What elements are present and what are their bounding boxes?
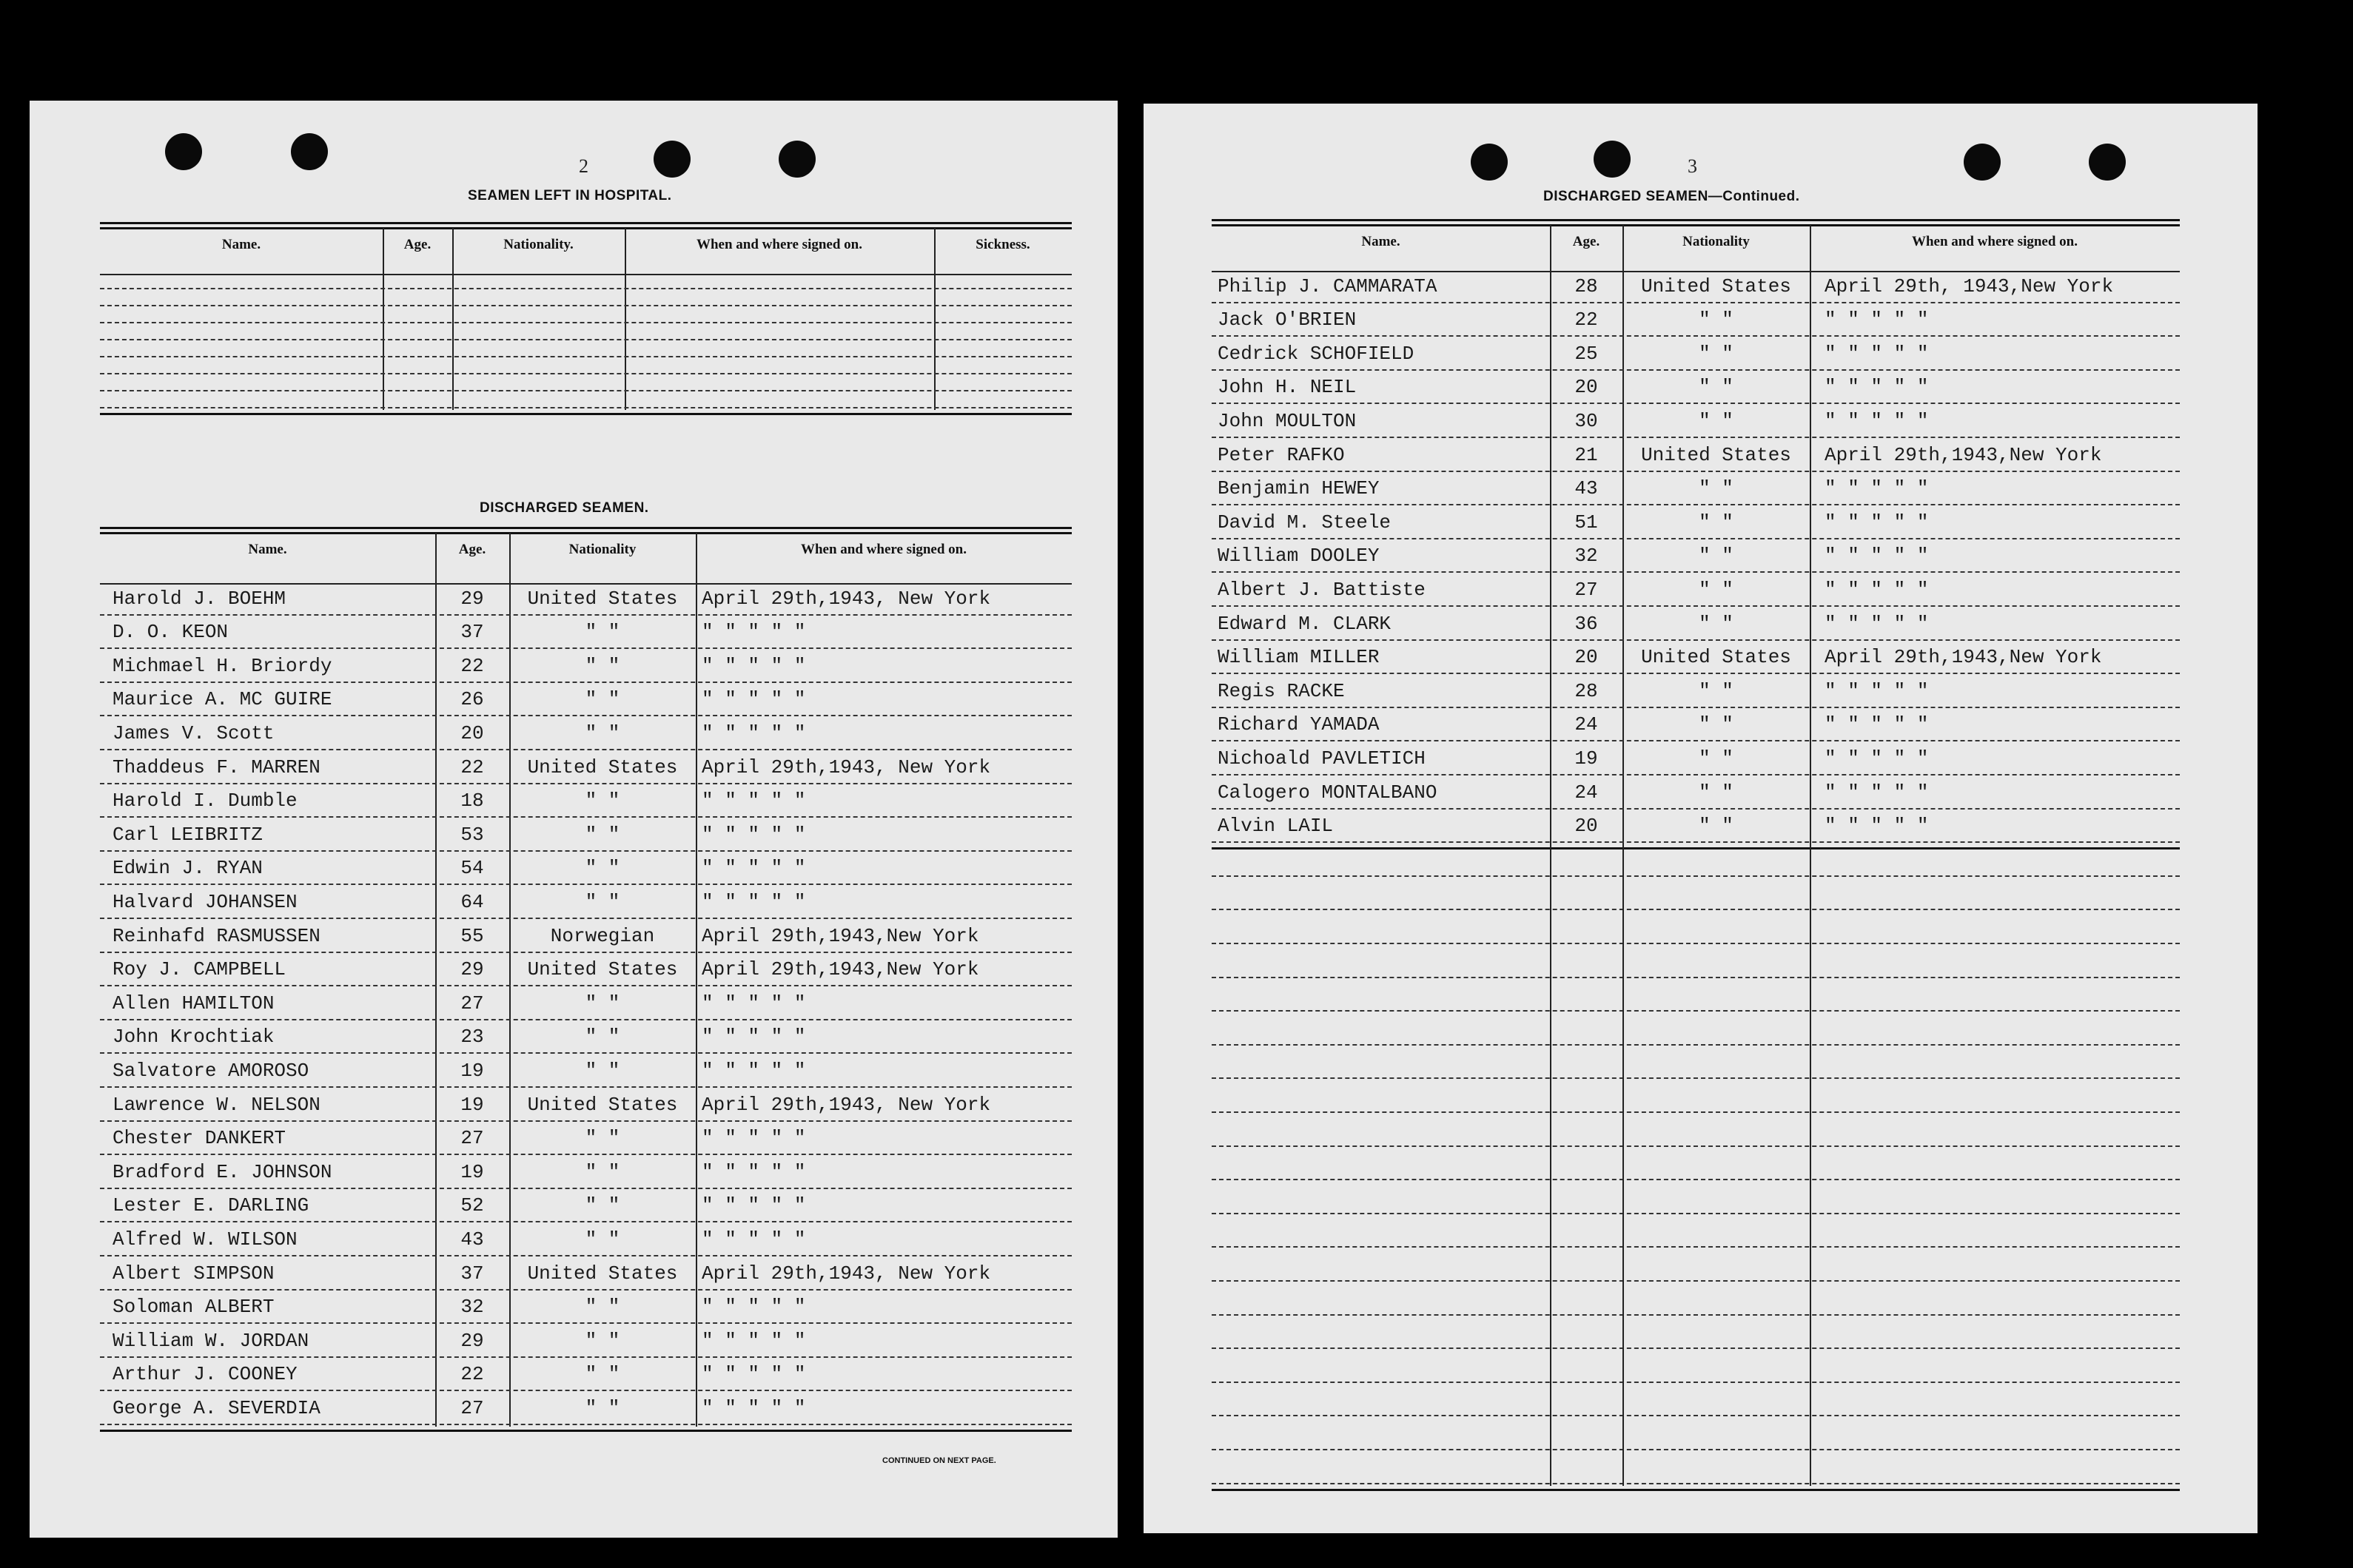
seaman-age: 32 <box>1574 545 1598 568</box>
row-rule <box>1212 403 2180 404</box>
column-header: When and where signed on. <box>696 237 862 252</box>
column-header: Age. <box>1572 234 1600 249</box>
column-header: Name. <box>248 542 287 557</box>
signed-on: " " " " " <box>702 1060 806 1082</box>
row-rule <box>1212 1077 2180 1079</box>
signed-on: " " " " " <box>1825 309 1929 332</box>
table-rule-top <box>1212 224 2180 226</box>
column-header: Age. <box>403 237 432 252</box>
seaman-age: 22 <box>460 756 484 778</box>
seaman-name: Albert J. Battiste <box>1218 579 1426 601</box>
row-rule <box>100 390 1072 391</box>
row-rule <box>1212 909 2180 910</box>
continued-title: DISCHARGED SEAMEN—Continued. <box>1543 189 1800 204</box>
row-rule <box>1212 639 2180 641</box>
page-number: 2 <box>579 155 588 177</box>
row-rule <box>1212 1314 2180 1316</box>
signed-on: " " " " " <box>702 1329 806 1352</box>
row-rule <box>100 1356 1072 1358</box>
seaman-name: Albert SIMPSON <box>113 1262 275 1285</box>
row-rule <box>1212 673 2180 674</box>
signed-on: " " " " " <box>702 1363 806 1386</box>
seaman-nationality: United States <box>527 1093 678 1116</box>
row-rule <box>1212 538 2180 539</box>
seaman-name: Benjamin HEWEY <box>1218 477 1380 500</box>
row-rule <box>100 407 1072 408</box>
seaman-name: Maurice A. MC GUIRE <box>113 688 332 711</box>
column-divider <box>1550 844 1551 1485</box>
signed-on: " " " " " <box>702 891 806 913</box>
column-divider <box>696 533 697 1427</box>
column-divider <box>452 228 454 410</box>
signed-on: " " " " " <box>1825 511 1929 534</box>
seaman-name: Carl LEIBRITZ <box>113 823 263 846</box>
column-header: Age. <box>458 542 486 557</box>
header-rule <box>1212 271 2180 272</box>
row-rule <box>1212 875 2180 877</box>
row-rule <box>1212 808 2180 810</box>
signed-on: " " " " " <box>702 621 806 644</box>
seaman-nationality: " " <box>1699 376 1733 399</box>
right-page <box>1144 104 2258 1533</box>
seaman-name: Halvard JOHANSEN <box>113 891 298 913</box>
seaman-name: John MOULTON <box>1218 410 1357 432</box>
signed-on: " " " " " <box>1825 545 1929 568</box>
punch-hole <box>1594 141 1631 178</box>
row-rule <box>100 322 1072 323</box>
header-rule <box>100 583 1072 585</box>
seaman-nationality: " " <box>585 1329 620 1352</box>
seaman-age: 53 <box>460 823 484 846</box>
row-rule <box>100 1390 1072 1391</box>
seaman-nationality: " " <box>585 1296 620 1319</box>
hospital-title: SEAMEN LEFT IN HOSPITAL. <box>468 188 672 203</box>
seaman-name: William MILLER <box>1218 646 1380 669</box>
column-header: Nationality <box>568 542 637 557</box>
seaman-nationality: " " <box>1699 781 1733 804</box>
row-rule <box>1212 740 2180 741</box>
seaman-nationality: " " <box>585 654 620 677</box>
seaman-name: Reinhafd RASMUSSEN <box>113 924 320 947</box>
seaman-age: 52 <box>460 1194 484 1217</box>
column-divider <box>383 228 384 410</box>
seaman-nationality: " " <box>585 823 620 846</box>
column-divider <box>1622 844 1624 1485</box>
seaman-nationality: United States <box>1641 275 1791 297</box>
seaman-name: David M. Steele <box>1218 511 1392 534</box>
row-rule <box>1212 1145 2180 1147</box>
signed-on: April 29th,1943, New York <box>702 1093 991 1116</box>
signed-on: April 29th,1943,New York <box>702 958 979 981</box>
seaman-name: William DOOLEY <box>1218 545 1380 568</box>
row-rule <box>100 1221 1072 1222</box>
seaman-name: William W. JORDAN <box>113 1329 309 1352</box>
column-divider <box>1810 225 1811 844</box>
seaman-name: Peter RAFKO <box>1218 443 1345 466</box>
seaman-age: 36 <box>1574 612 1598 635</box>
seaman-nationality: " " <box>1699 545 1733 568</box>
seaman-age: 51 <box>1574 511 1598 534</box>
row-rule <box>100 614 1072 616</box>
row-rule <box>100 783 1072 784</box>
row-rule <box>100 918 1072 919</box>
row-rule <box>1212 302 2180 303</box>
signed-on: " " " " " <box>1825 342 1929 365</box>
seaman-name: Michmael H. Briordy <box>113 654 332 677</box>
signed-on: " " " " " <box>1825 376 1929 399</box>
column-header: Sickness. <box>976 237 1030 252</box>
row-rule <box>1212 841 2180 843</box>
row-rule <box>100 339 1072 340</box>
seaman-age: 18 <box>460 790 484 812</box>
signed-on: " " " " " <box>702 1026 806 1049</box>
seaman-name: Bradford E. JOHNSON <box>113 1160 332 1183</box>
seaman-name: Lawrence W. NELSON <box>113 1093 320 1116</box>
punch-hole <box>779 141 816 178</box>
row-rule <box>100 715 1072 716</box>
signed-on: " " " " " <box>702 992 806 1015</box>
signed-on: " " " " " <box>702 857 806 880</box>
seaman-nationality: " " <box>1699 410 1733 432</box>
row-rule <box>1212 504 2180 505</box>
signed-on: " " " " " <box>1825 679 1929 702</box>
discharged-title: DISCHARGED SEAMEN. <box>480 500 649 516</box>
seaman-nationality: " " <box>1699 477 1733 500</box>
seaman-nationality: " " <box>585 1194 620 1217</box>
seaman-nationality: " " <box>1699 713 1733 736</box>
column-header: Nationality. <box>503 237 574 252</box>
seaman-nationality: " " <box>585 1363 620 1386</box>
seaman-age: 55 <box>460 924 484 947</box>
seaman-name: James V. Scott <box>113 722 275 744</box>
seaman-age: 43 <box>1574 477 1598 500</box>
page-number: 3 <box>1688 155 1697 177</box>
signed-on: April 29th,1943, New York <box>702 1262 991 1285</box>
seaman-nationality: " " <box>585 621 620 644</box>
seaman-name: Chester DANKERT <box>113 1127 286 1150</box>
signed-on: " " " " " <box>1825 713 1929 736</box>
header-rule <box>100 274 1072 275</box>
seaman-nationality: United States <box>1641 646 1791 669</box>
seaman-age: 28 <box>1574 275 1598 297</box>
seaman-age: 24 <box>1574 713 1598 736</box>
row-rule <box>100 305 1072 306</box>
seaman-nationality: Norwegian <box>550 924 655 947</box>
punch-hole <box>654 141 691 178</box>
seaman-name: Soloman ALBERT <box>113 1296 275 1319</box>
seaman-name: Roy J. CAMPBELL <box>113 958 286 981</box>
punch-hole <box>165 133 202 170</box>
seaman-name: Richard YAMADA <box>1218 713 1380 736</box>
signed-on: " " " " " <box>702 688 806 711</box>
seaman-age: 27 <box>460 1127 484 1150</box>
column-divider <box>934 228 936 410</box>
seaman-nationality: United States <box>527 958 678 981</box>
row-rule <box>1212 1382 2180 1383</box>
seaman-age: 22 <box>460 1363 484 1386</box>
signed-on: " " " " " <box>1825 781 1929 804</box>
seaman-name: Jack O'BRIEN <box>1218 309 1357 332</box>
seaman-name: Salvatore AMOROSO <box>113 1060 309 1082</box>
row-rule <box>1212 1415 2180 1416</box>
row-rule <box>100 1019 1072 1020</box>
seaman-nationality: " " <box>1699 679 1733 702</box>
row-rule <box>1212 437 2180 438</box>
row-rule <box>1212 369 2180 371</box>
signed-on: " " " " " <box>702 823 806 846</box>
seaman-age: 43 <box>460 1228 484 1251</box>
row-rule <box>100 1424 1072 1425</box>
signed-on: " " " " " <box>702 1194 806 1217</box>
seaman-nationality: " " <box>585 1160 620 1183</box>
table-rule-top <box>100 527 1072 529</box>
signed-on: " " " " " <box>702 722 806 744</box>
seaman-age: 22 <box>460 654 484 677</box>
seaman-age: 29 <box>460 958 484 981</box>
column-header: Name. <box>221 237 261 252</box>
row-rule <box>100 1188 1072 1189</box>
signed-on: " " " " " <box>1825 612 1929 635</box>
seaman-name: Philip J. CAMMARATA <box>1218 275 1437 297</box>
seaman-age: 20 <box>460 722 484 744</box>
row-rule <box>1212 605 2180 607</box>
seaman-name: Regis RACKE <box>1218 679 1345 702</box>
seaman-age: 27 <box>460 1397 484 1419</box>
seaman-name: Allen HAMILTON <box>113 992 275 1015</box>
seaman-nationality: " " <box>585 1026 620 1049</box>
seaman-age: 37 <box>460 621 484 644</box>
row-rule <box>1212 1246 2180 1248</box>
seaman-age: 20 <box>1574 646 1598 669</box>
row-rule <box>100 850 1072 852</box>
table-rule-top <box>100 227 1072 229</box>
row-rule <box>100 1154 1072 1155</box>
seaman-nationality: " " <box>1699 815 1733 838</box>
row-rule <box>1212 1449 2180 1450</box>
seaman-nationality: " " <box>585 857 620 880</box>
seaman-age: 20 <box>1574 815 1598 838</box>
seaman-name: Alvin LAIL <box>1218 815 1334 838</box>
table-rule-top <box>100 532 1072 534</box>
seaman-age: 27 <box>1574 579 1598 601</box>
seaman-name: Edward M. CLARK <box>1218 612 1392 635</box>
seaman-nationality: " " <box>585 1127 620 1150</box>
seaman-name: George A. SEVERDIA <box>113 1397 320 1419</box>
signed-on: " " " " " <box>1825 815 1929 838</box>
seaman-name: Alfred W. WILSON <box>113 1228 298 1251</box>
signed-on: " " " " " <box>702 1397 806 1419</box>
seaman-nationality: " " <box>1699 342 1733 365</box>
row-rule <box>1212 707 2180 708</box>
row-rule <box>1212 1179 2180 1180</box>
punch-hole <box>2089 144 2126 181</box>
column-header: When and where signed on. <box>800 542 967 557</box>
seaman-age: 19 <box>460 1060 484 1082</box>
seaman-age: 19 <box>460 1093 484 1116</box>
row-rule <box>100 952 1072 953</box>
row-rule <box>1212 1111 2180 1113</box>
seaman-age: 30 <box>1574 410 1598 432</box>
seaman-name: Arthur J. COONEY <box>113 1363 298 1386</box>
seaman-nationality: " " <box>1699 747 1733 770</box>
seaman-age: 32 <box>460 1296 484 1319</box>
row-rule <box>100 749 1072 750</box>
punch-hole <box>1471 144 1508 181</box>
seaman-nationality: " " <box>585 722 620 744</box>
table-rule-bottom <box>100 1430 1072 1432</box>
seaman-age: 54 <box>460 857 484 880</box>
row-rule <box>100 356 1072 357</box>
seaman-age: 29 <box>460 1329 484 1352</box>
row-rule <box>100 816 1072 818</box>
row-rule <box>100 1052 1072 1054</box>
signed-on: " " " " " <box>702 654 806 677</box>
seaman-name: Edwin J. RYAN <box>113 857 263 880</box>
signed-on: " " " " " <box>1825 579 1929 601</box>
seaman-age: 20 <box>1574 376 1598 399</box>
seaman-nationality: " " <box>1699 511 1733 534</box>
row-rule <box>100 1289 1072 1291</box>
row-rule <box>1212 1044 2180 1046</box>
row-rule <box>1212 1280 2180 1282</box>
table-rule-bottom <box>1212 1489 2180 1491</box>
row-rule <box>100 1255 1072 1256</box>
seaman-name: John H. NEIL <box>1218 376 1357 399</box>
seaman-nationality: " " <box>1699 579 1733 601</box>
row-rule <box>100 1120 1072 1122</box>
seaman-name: Harold I. Dumble <box>113 790 298 812</box>
seaman-age: 19 <box>1574 747 1598 770</box>
table-rule-top <box>100 222 1072 224</box>
seaman-nationality: " " <box>585 1228 620 1251</box>
seaman-age: 37 <box>460 1262 484 1285</box>
seaman-age: 25 <box>1574 342 1598 365</box>
row-rule <box>100 884 1072 885</box>
row-rule <box>100 1322 1072 1324</box>
seaman-nationality: United States <box>527 587 678 610</box>
row-rule <box>1212 1483 2180 1484</box>
left-page <box>30 101 1118 1538</box>
seaman-name: Lester E. DARLING <box>113 1194 309 1217</box>
seaman-name: D. O. KEON <box>113 621 229 644</box>
seaman-nationality: " " <box>1699 309 1733 332</box>
row-rule <box>1212 335 2180 337</box>
column-header: Name. <box>1361 234 1400 249</box>
punch-hole <box>291 133 328 170</box>
signed-on: " " " " " <box>702 1296 806 1319</box>
seaman-name: Thaddeus F. MARREN <box>113 756 320 778</box>
row-rule <box>100 288 1072 289</box>
signed-on: " " " " " <box>1825 410 1929 432</box>
seaman-age: 19 <box>460 1160 484 1183</box>
seaman-age: 28 <box>1574 679 1598 702</box>
seaman-nationality: United States <box>1641 443 1791 466</box>
seaman-name: Nichoald PAVLETICH <box>1218 747 1426 770</box>
seaman-nationality: United States <box>527 756 678 778</box>
seaman-nationality: " " <box>585 688 620 711</box>
seaman-name: John Krochtiak <box>113 1026 275 1049</box>
row-rule <box>100 1086 1072 1088</box>
signed-on: April 29th,1943,New York <box>1825 646 2102 669</box>
seaman-age: 26 <box>460 688 484 711</box>
seaman-age: 27 <box>460 992 484 1015</box>
seaman-name: Cedrick SCHOFIELD <box>1218 342 1414 365</box>
column-divider <box>1810 844 1811 1485</box>
signed-on: " " " " " <box>702 1228 806 1251</box>
column-divider <box>625 228 626 410</box>
row-rule <box>100 985 1072 986</box>
punch-hole <box>1964 144 2001 181</box>
signed-on: April 29th,1943,New York <box>1825 443 2102 466</box>
signed-on: " " " " " <box>1825 477 1929 500</box>
signed-on: April 29th,1943, New York <box>702 587 991 610</box>
signed-on: " " " " " <box>702 1127 806 1150</box>
signed-on: " " " " " <box>1825 747 1929 770</box>
signed-on: April 29th, 1943,New York <box>1825 275 2114 297</box>
seaman-age: 64 <box>460 891 484 913</box>
row-rule <box>1212 943 2180 944</box>
seaman-nationality: " " <box>585 1060 620 1082</box>
row-rule <box>1212 571 2180 573</box>
row-rule <box>1212 1347 2180 1349</box>
signed-on: " " " " " <box>702 790 806 812</box>
row-rule <box>1212 977 2180 978</box>
column-header: Nationality <box>1682 234 1750 249</box>
seaman-nationality: " " <box>1699 612 1733 635</box>
signed-on: April 29th,1943, New York <box>702 756 991 778</box>
row-rule <box>100 682 1072 683</box>
row-rule <box>100 373 1072 374</box>
seaman-nationality: " " <box>585 992 620 1015</box>
seaman-age: 24 <box>1574 781 1598 804</box>
seaman-nationality: " " <box>585 1397 620 1419</box>
seaman-name: Calogero MONTALBANO <box>1218 781 1437 804</box>
table-rule-bottom <box>100 413 1072 415</box>
seaman-age: 23 <box>460 1026 484 1049</box>
seaman-nationality: United States <box>527 1262 678 1285</box>
table-rule-bottom <box>1212 847 2180 849</box>
row-rule <box>1212 1213 2180 1214</box>
seaman-age: 22 <box>1574 309 1598 332</box>
signed-on: April 29th,1943,New York <box>702 924 979 947</box>
seaman-nationality: " " <box>585 790 620 812</box>
row-rule <box>100 647 1072 649</box>
signed-on: " " " " " <box>702 1160 806 1183</box>
table-rule-top <box>1212 219 2180 221</box>
seaman-nationality: " " <box>585 891 620 913</box>
seaman-age: 29 <box>460 587 484 610</box>
row-rule <box>1212 774 2180 775</box>
seaman-name: Harold J. BOEHM <box>113 587 286 610</box>
row-rule <box>1212 1010 2180 1012</box>
row-rule <box>1212 471 2180 472</box>
column-header: When and where signed on. <box>1911 234 2078 249</box>
continued-note: CONTINUED ON NEXT PAGE. <box>882 1456 996 1465</box>
seaman-age: 21 <box>1574 443 1598 466</box>
